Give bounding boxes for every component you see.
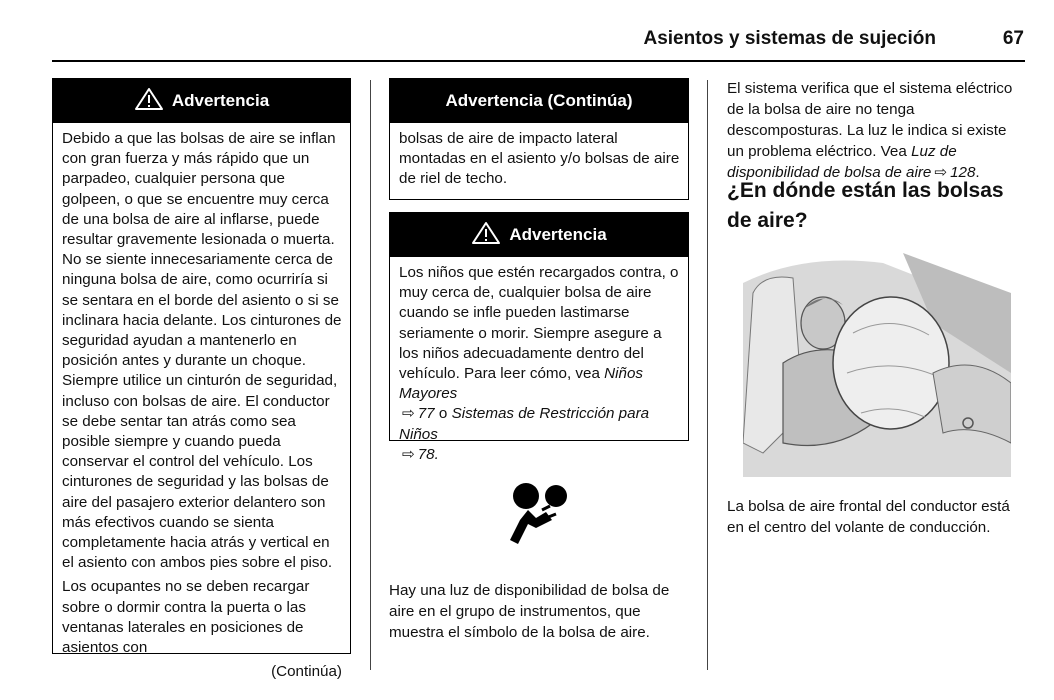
illustration-caption: La bolsa de aire frontal del conductor está en el centro del volante de conducción. [727, 498, 1010, 536]
page-number: 67 [1002, 28, 1024, 49]
warning-box-2 [389, 212, 689, 463]
section-heading: ¿En dónde están las bolsas de aire? [727, 179, 1004, 232]
driver-airbag-illustration [743, 253, 1011, 477]
ref-page-78[interactable]: 78 [417, 445, 435, 463]
column-divider-1 [370, 80, 371, 670]
warning-title-2: Advertencia [509, 225, 607, 244]
warning-continued-box [389, 78, 689, 200]
warning-continued-body [390, 123, 688, 202]
warning-continued-text: bolsas de aire de impacto lateral montadas en el asiento y/o bolsas de aire de riel de techo. [399, 130, 680, 188]
ref-connector: o [438, 405, 448, 423]
system-check-body: El sistema verifica que el sistema eléctrico de la bolsa de aire no tenga descomposturas. La luz le indica si existe un problema eléctrico. Vea [727, 80, 1013, 160]
warning-paragraph-2: Los ocupantes no se deben recargar sobre o dormir contra la puerta o las ventanas laterales en posiciones de asientos con [62, 578, 310, 657]
warning-title: Advertencia [171, 91, 270, 110]
ref-page-128[interactable]: 128 [950, 164, 976, 181]
warning-continued-title: Advertencia (Continúa) [445, 91, 633, 110]
warning-box-1 [52, 78, 351, 681]
warning-body [53, 123, 350, 690]
warning-continued-header [390, 79, 688, 123]
ref-luz-disponibilidad[interactable]: Luz de disponibilidad de bolsa de aire [727, 143, 957, 181]
ref-period: . [434, 445, 439, 463]
header-rule [52, 60, 1025, 62]
warning-header-2 [390, 213, 688, 257]
page-arrow-icon: ⇨ [402, 405, 415, 423]
ref-sistemas-restriccion[interactable]: Sistemas de Restricción para Niños [399, 405, 650, 443]
page-header-title: Asientos y sistemas de sujeción [643, 28, 936, 49]
page-arrow-icon: ⇨ [934, 164, 948, 181]
system-check-text [727, 78, 1027, 183]
airbag-indicator-icon [506, 480, 580, 546]
warning-header [53, 79, 350, 123]
warning-triangle-icon [471, 221, 501, 245]
ref-ninos-mayores[interactable]: Niños Mayores [399, 365, 643, 403]
warning-paragraph-1: Debido a que las bolsas de aire se inflan con gran fuerza y más rápido que un parpadeo, cualquier persona que golpeen, o que se encuentre muy cerca de una bolsa de aire al inflarse, puede resultar gravemente lesionada o muerta. No se siente innecesariamente cerca de ninguna bolsa de aire, como ocurriría si se sentara en el borde del asiento o si se inclinara hacia delante. Los cinturones de seguridad ayudan a mantenerlo en posición antes y durante un choque. Siempre utilice un cinturón de seguridad, incluso con bolsas de aire. El conductor se debe sentar tan atrás como sea posible siempre y cuando pueda conservar el control del vehículo. Los cinturones de seguridad y las bolsas de aire del pasajero exterior delantero son más efectivos cuando se sienta completamente hacia atrás y vertical en el asiento con ambos pies sobre el piso. [62, 130, 342, 572]
continued-label: (Continúa) [271, 663, 342, 681]
ref-period-2: . [975, 164, 980, 181]
warning-body-2 [390, 257, 688, 473]
child-warning-text: Los niños que estén recargados contra, o muy cerca de, cualquier bolsa de aire cuando se infle pueden lastimarse seriamente o morir. Siempre asegure a los niños adecuadamente dentro del vehículo. Para leer cómo, vea [399, 264, 679, 383]
airbag-light-caption: Hay una luz de disponibilidad de bolsa de aire en el grupo de instrumentos, que muestra el símbolo de la bolsa de aire. [389, 582, 670, 641]
ref-page-77[interactable]: 77 [417, 405, 435, 423]
warning-triangle-icon [134, 87, 164, 111]
column-divider-2 [707, 80, 708, 670]
page-arrow-icon: ⇨ [402, 445, 415, 463]
